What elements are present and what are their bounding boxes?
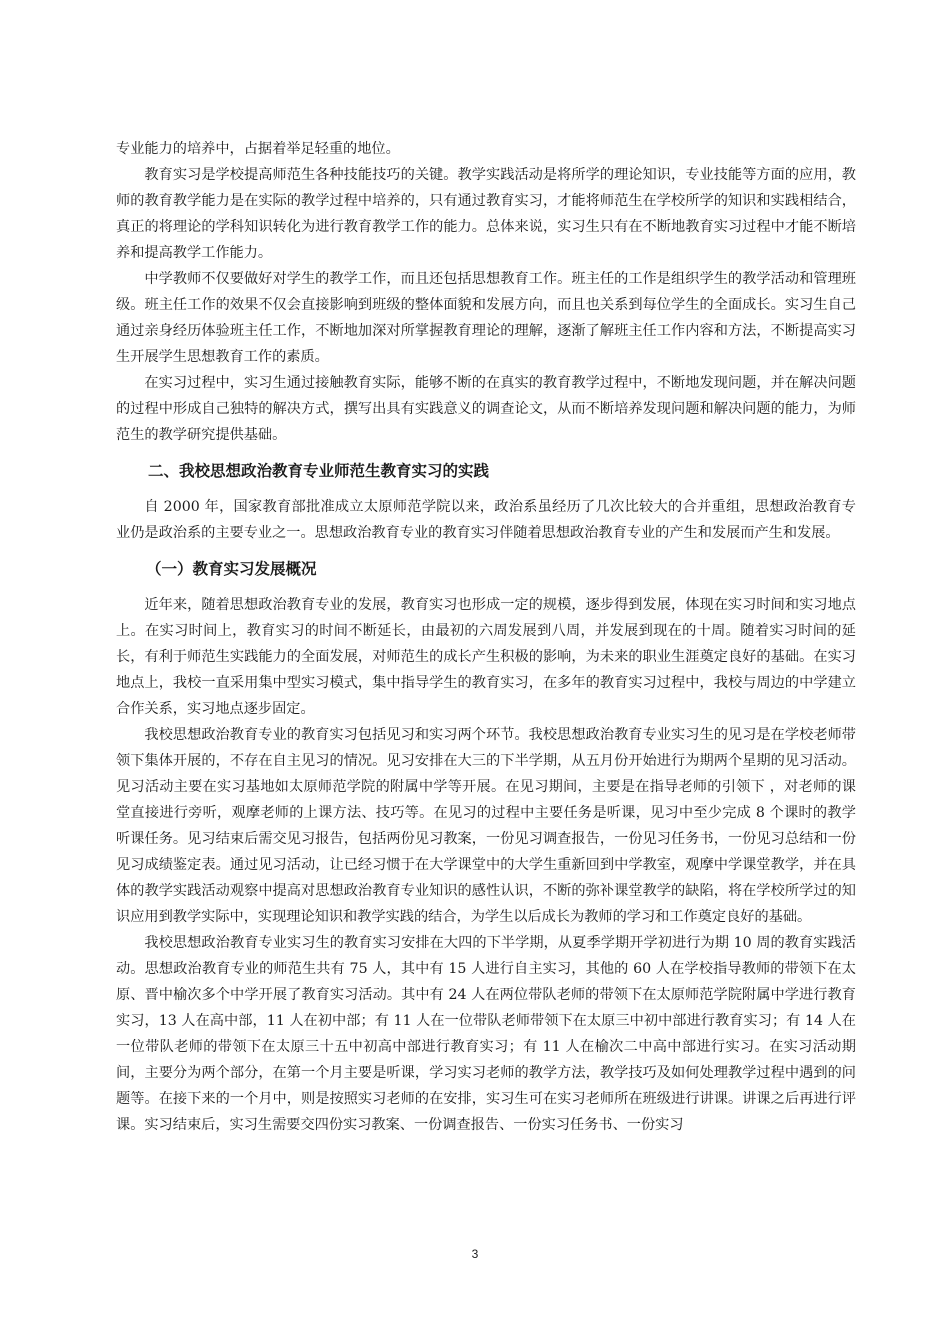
paragraph-internship: 我校思想政治教育专业实习生的教育实习安排在大四的下半学期，从夏季学期开学初进行为期 10 周的教育实践活动。思想政治教育专业的师范生共有 75 人，其中有 15 人进行自主实习，其他的 60 人在学校指导教师的带领下在太原、晋中榆次多个中学开展了教育实习活动。其中有 24 人在两位带队老师的带领下在太原师范学院附属中学进行教育实习，13 人在高中部，11 人在初中部；有 11 人在一位带队老师带领下在太原三中初中部进行教育实习；有 14 人在一位带队老师的带领下在太原三十五中初高中部进行教育实习；有 11 人在榆次二中高中部进行实习。在实习活动期间，主要分为两个部分，在第一个月主要是听课，学习实习老师的教学方法，教学技巧及如何处理教学过程中遇到的问题等。在接下来的一个月中，则是按照实习老师的在安排，实习生可在实习老师所在班级进行讲课。讲课之后再进行评课。实习结束后，实习生需要交四份实习教案、一份调查报告、一份实习任务书、一份实习: [116, 935, 856, 1133]
paragraph-development: 近年来，随着思想政治教育专业的发展，教育实习也形成一定的规模，逐步得到发展，体现在实习时间和实习地点上。在实习时间上，教育实习的时间不断延长，由最初的六周发展到八周，并发展到现在的十周。随着实习时间的延长，有利于师范生实践能力的全面发展，对师范生的成长产生积极的影响，为未来的职业生涯奠定良好的基础。在实习地点上，我校一直采用集中型实习模式，集中指导学生的教育实习，在多年的教育实习过程中，我校与周边的中学建立合作关系，实习地点逐步固定。: [116, 597, 856, 717]
paragraph-continuation: 专业能力的培养中，占据着举足轻重的地位。: [116, 141, 400, 157]
subsection-heading: （一）教育实习发展概况: [146, 560, 317, 578]
paragraph-observation: 我校思想政治教育专业的教育实习包括见习和实习两个环节。我校思想政治教育专业实习生的见习是在学校老师带领下集体开展的，不存在自主见习的情况。见习安排在大三的下半学期，从五月份开始进行为期两个星期的见习活动。见习活动主要在实习基地如太原师范学院的附属中学等开展。在见习期间，主要是在指导老师的引领下 ，对老师的课堂直接进行旁听，观摩老师的上课方法、技巧等。在见习的过程中主要任务是听课，见习中至少完成 8 个课时的教学听课任务。见习结束后需交见习报告，包括两份见习教案，一份见习调查报告，一份见习任务书，一份见习总结和一份见习成绩鉴定表。通过见习活动，让已经习惯于在大学课堂中的大学生重新回到中学教室，观摩中学课堂教学，并在具体的教学实践活动观察中提高对思想政治教育专业知识的感性认识，不断的弥补课堂教学的缺陷，将在学校所学过的知识应用到教学实际中，实现理论知识和教学实践的结合，为学生以后成长为教师的学习和工作奠定良好的基础。: [116, 727, 856, 925]
paragraph-practice-key: 教育实习是学校提高师范生各种技能技巧的关键。教学实践活动是将所学的理论知识，专业技能等方面的应用，教师的教育教学能力是在实际的教学过程中培养的，只有通过教育实习，才能将师范生在学校所学的知识和实践相结合，真正的将理论的学科知识转化为进行教育教学工作的能力。总体来说，实习生只有在不断地教育实习过程中才能不断培养和提高教学工作能力。: [116, 167, 856, 261]
page-number: 3: [471, 1247, 479, 1261]
paragraph-history: 自 2000 年，国家教育部批准成立太原师范学院以来，政治系虽经历了几次比较大的合并重组，思想政治教育专业仍是政治系的主要专业之一。思想政治教育专业的教育实习伴随着思想政治教育专业的产生和发展而产生和发展。: [116, 499, 856, 541]
paragraph-class-teacher: 中学教师不仅要做好对学生的教学工作，而且还包括思想教育工作。班主任的工作是组织学生的教学活动和管理班级。班主任工作的效果不仅会直接影响到班级的整体面貌和发展方向，而且也关系到每位学生的全面成长。实习生自己通过亲身经历体验班主任工作，不断地加深对所掌握教育理论的理解，逐渐了解班主任工作内容和方法，不断提高实习生开展学生思想教育工作的素质。: [116, 271, 856, 365]
paragraph-research: 在实习过程中，实习生通过接触教育实际，能够不断的在真实的教育教学过程中，不断地发现问题，并在解决问题的过程中形成自己独特的解决方式，撰写出具有实践意义的调查论文，从而不断培养发现问题和解决问题的能力，为师范生的教学研究提供基础。: [116, 375, 856, 443]
page-body: [116, 136, 856, 1138]
section-heading: 二、我校思想政治教育专业师范生教育实习的实践: [148, 462, 490, 480]
